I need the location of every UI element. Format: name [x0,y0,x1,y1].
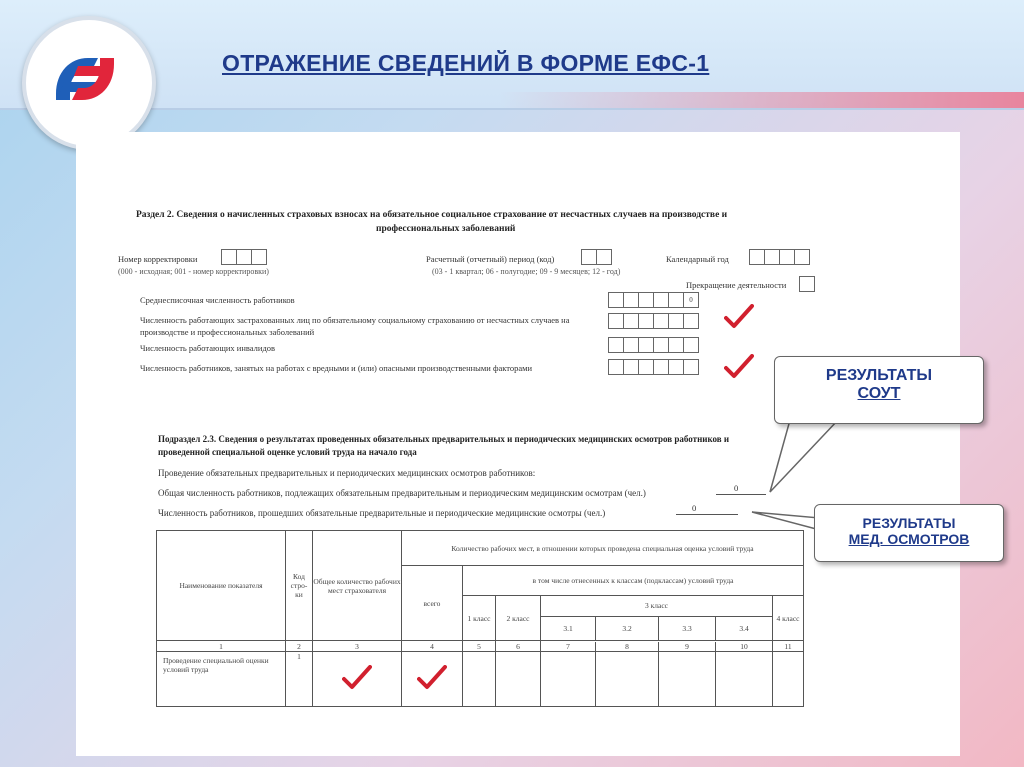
col-indicator: Наименование показателя [157,531,286,641]
table-cell [773,652,804,707]
med-done-label: Численность работников, прошедших обязательные предварительные и периодические медицинские осмотры (чел.) [158,508,606,518]
med-total-value: 0 [734,483,739,493]
col-number: 11 [773,641,804,652]
col-number: 6 [496,641,541,652]
sfr-logo-icon [22,16,156,150]
col-number: 3 [313,641,402,652]
row-disabled-headcount: Численность работающих инвалидов [140,343,276,353]
subsection-title-cont: проведенной специальной оценке условий труда на начало года [158,447,417,457]
row-hazard-headcount: Численность работников, занятых на работах с вредными и (или) опасными производственными факторами [140,363,533,373]
callout-sout [774,356,984,424]
col-total-places: Общее количество рабочих мест страхователя [313,531,402,641]
check-mark-icon [417,665,447,691]
document-scan [76,132,960,756]
callout-med-line2: МЕД. ОСМОТРОВ [848,531,970,547]
col-number: 4 [402,641,463,652]
table-cell-group [541,652,773,707]
med-done-value: 0 [692,503,697,513]
check-mark-icon [724,354,754,380]
correction-hint: (000 - исходная; 001 - номер корректировки) [118,267,269,276]
med-total-underline [716,494,766,495]
section-title-cont: профессиональных заболеваний [376,224,516,234]
col-number: 5 [463,641,496,652]
med-total-label: Общая численность работников, подлежащих обязательным предварительным и периодическим медицинским осмотрам (чел.) [158,488,646,498]
col-class-1: 1 класс [463,596,496,641]
callout-sout-line1: РЕЗУЛЬТАТЫ [825,367,933,384]
correction-label: Номер корректировки [118,254,198,264]
col-class-4: 4 класс [773,596,804,641]
table-cell-all [402,652,463,707]
col-code: Код стро- ки [286,531,313,641]
table-cell [496,652,541,707]
row-insured-headcount: Численность работающих застрахованных лиц по обязательному социальному страхованию от несчастных случаев на [140,315,570,325]
med-intro: Проведение обязательных предварительных и периодических медицинских осмотров работников: [158,468,536,478]
callout-med-line1: РЕЗУЛЬТАТЫ [862,515,956,531]
col-number: 1 [157,641,286,652]
page-title: ОТРАЖЕНИЕ СВЕДЕНИЙ В ФОРМЕ ЕФС-1 [222,50,710,76]
med-done-underline [676,514,738,515]
row-insured-headcount-cont: производстве и профессиональных заболеваний [140,327,315,337]
table-cell-total-places [313,652,402,707]
insured-headcount-boxes [609,313,699,329]
col-incl-classes: в том числе отнесенных к классам (подклассам) условий труда [463,566,804,596]
section-title: Раздел 2. Сведения о начисленных страховых взносах на обязательное социальное страхование от несчастных случаев на производстве и [136,210,728,220]
table-row-label: Проведение специальной оценки условий труда [157,652,286,707]
termination-label: Прекращение деятельности [686,280,787,290]
period-label: Расчетный (отчетный) период (код) [426,254,555,264]
col-all: всего [402,566,463,641]
period-boxes [582,249,612,265]
termination-box [800,276,815,292]
sout-table [156,530,804,707]
header-stripe [500,92,1024,108]
col-number: 2 [286,641,313,652]
row-avg-headcount: Среднесписочная численность работников [140,295,295,305]
callout-sout-line2: СОУТ [857,385,901,402]
col-class-3: 3 класс 3.1 3.2 3.3 3.4 [541,596,773,641]
table-cell [463,652,496,707]
correction-boxes [222,249,267,265]
avg-headcount-boxes: 0 [609,292,699,308]
year-label: Календарный год [666,254,729,264]
col-places-assessed: Количество рабочих мест, в отношении которых проведена специальная оценка условий труда [402,531,804,566]
period-hint: (03 - 1 квартал; 06 - полугодие; 09 - 9 месяцев; 12 - год) [432,267,621,276]
check-mark-icon [724,304,754,330]
table-row-code: 1 [286,652,313,707]
callout-med [814,504,1004,562]
check-mark-icon [342,665,372,691]
col-number-group: 7 8 9 10 [541,641,773,652]
col-class-2: 2 класс [496,596,541,641]
subsection-title: Подраздел 2.3. Сведения о результатах проведенных обязательных предварительных и периодических медицинских осмотров работников и [158,434,730,444]
year-boxes [750,249,810,265]
disabled-headcount-boxes [609,337,699,353]
hazard-headcount-boxes [609,359,699,375]
